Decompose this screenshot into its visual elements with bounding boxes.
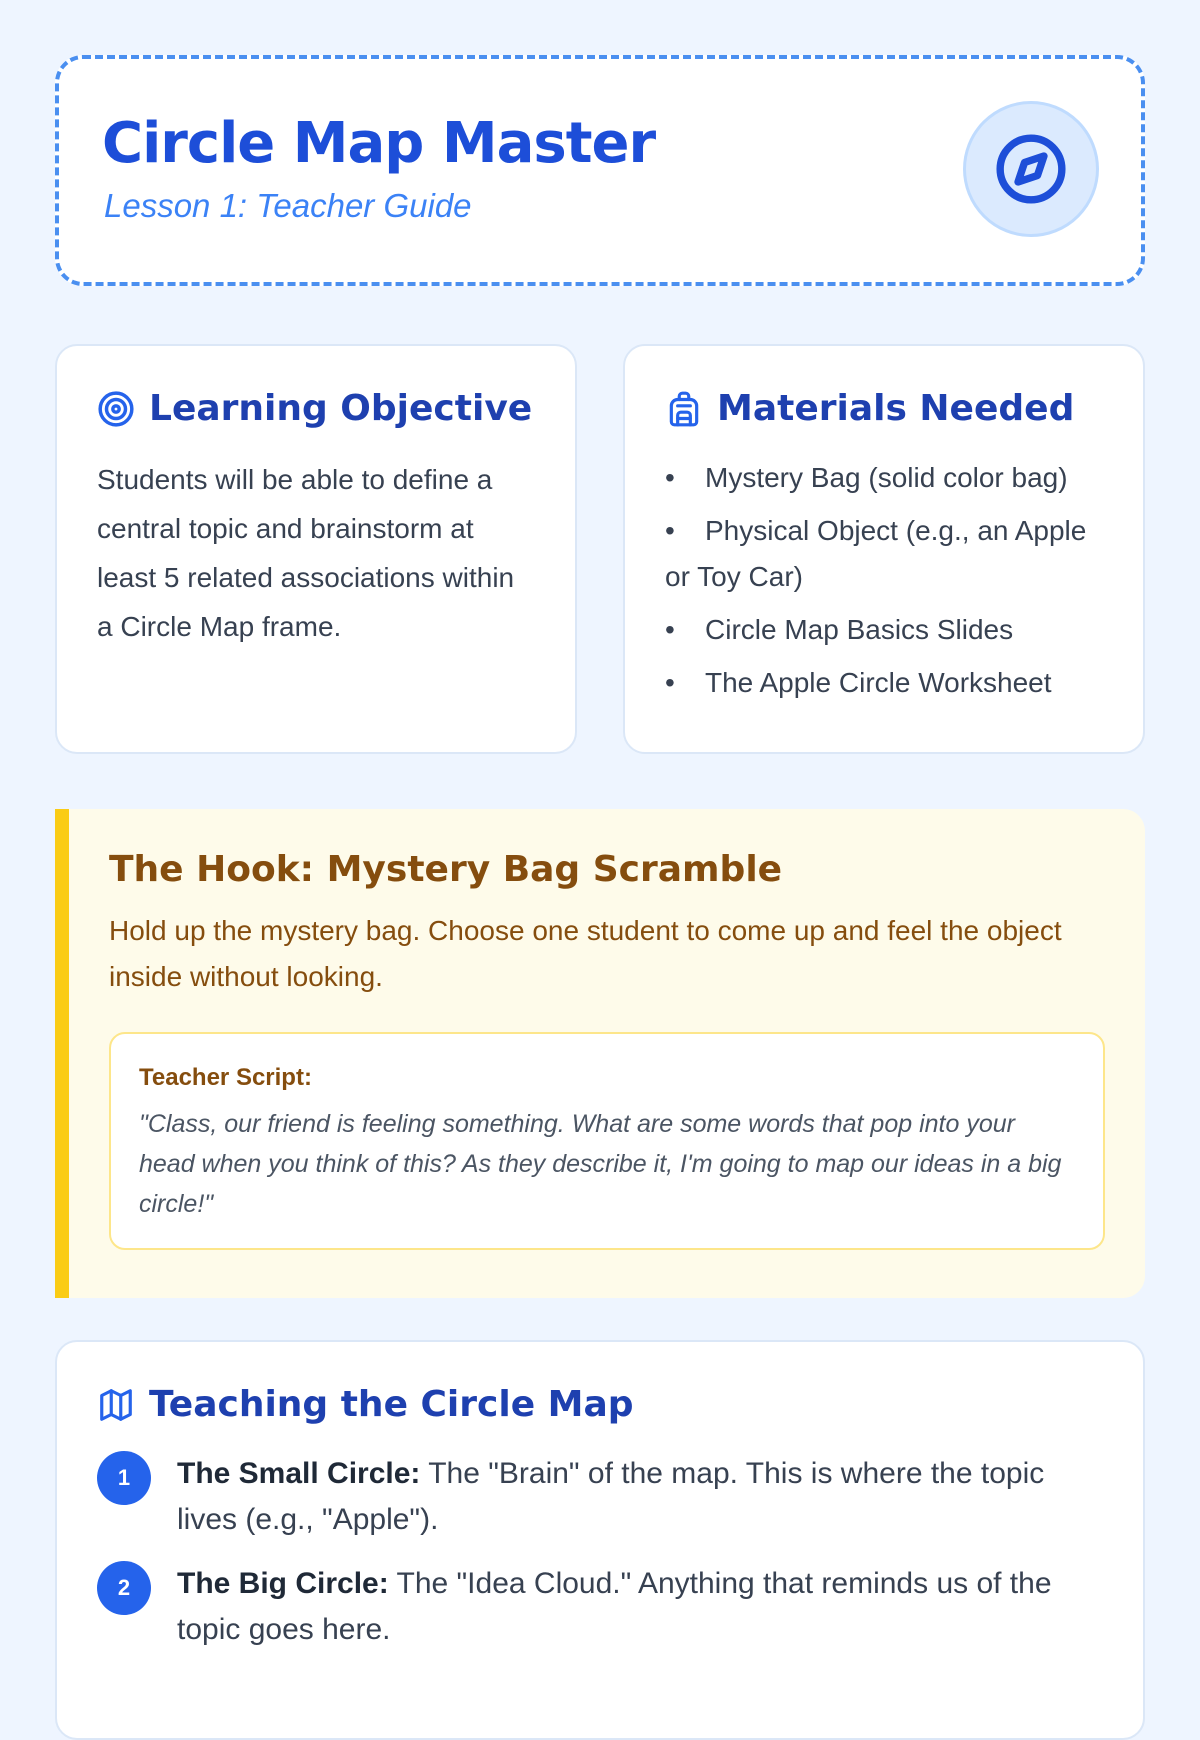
compass-icon	[994, 132, 1068, 206]
materials-title: Materials Needed	[717, 388, 1075, 429]
step-number-badge: 1	[97, 1451, 151, 1505]
target-icon	[97, 390, 135, 428]
step-term: The Big Circle:	[177, 1567, 389, 1600]
teaching-title: Teaching the Circle Map	[149, 1384, 634, 1425]
teacher-script-label: Teacher Script:	[139, 1064, 312, 1091]
page-subtitle: Lesson 1: Teacher Guide	[104, 187, 472, 224]
objective-card	[55, 344, 577, 754]
objective-header	[97, 388, 535, 429]
page-title: Circle Map Master	[102, 111, 656, 176]
list-item: • The Apple Circle Worksheet	[665, 660, 1103, 706]
hook-text: Hold up the mystery bag. Choose one student to come up and feel the object inside without looking.	[109, 915, 1062, 992]
page	[55, 55, 1145, 1740]
objective-text: Students will be able to define a central topic and brainstorm at least 5 related associations within a Circle Map frame.	[97, 464, 515, 642]
list-item: • Circle Map Basics Slides	[665, 607, 1103, 653]
overview-row	[55, 344, 1145, 754]
step-text	[177, 1561, 1103, 1653]
step-number-badge: 2	[97, 1561, 151, 1615]
teaching-step	[97, 1561, 1103, 1653]
hook-title: The Hook: Mystery Bag Scramble	[109, 849, 783, 890]
materials-card	[623, 344, 1145, 754]
lesson-header	[55, 55, 1145, 286]
objective-title: Learning Objective	[149, 388, 533, 429]
teaching-step	[97, 1451, 1103, 1543]
compass-badge	[963, 101, 1099, 237]
hook-section	[55, 809, 1145, 1298]
teaching-card	[55, 1340, 1145, 1740]
step-description: The "Idea Cloud." Anything that reminds us of the topic goes here.	[177, 1567, 1052, 1646]
list-item: • Physical Object (e.g., an Apple or Toy Car)	[665, 508, 1103, 600]
backpack-icon	[665, 390, 703, 428]
materials-list	[665, 455, 1103, 706]
map-icon	[97, 1386, 135, 1424]
teacher-script-box	[109, 1032, 1105, 1250]
materials-header	[665, 388, 1103, 429]
step-text	[177, 1451, 1103, 1543]
step-term: The Small Circle:	[177, 1457, 421, 1490]
step-description: The "Brain" of the map. This is where the topic lives (e.g., "Apple").	[177, 1457, 1045, 1536]
teacher-script-text: "Class, our friend is feeling something. What are some words that pop into your head when you think of this? As they describe it, I'm going to map our ideas in a big circle!"	[139, 1110, 1062, 1218]
list-item: • Mystery Bag (solid color bag)	[665, 455, 1103, 501]
teaching-header	[97, 1384, 1103, 1425]
